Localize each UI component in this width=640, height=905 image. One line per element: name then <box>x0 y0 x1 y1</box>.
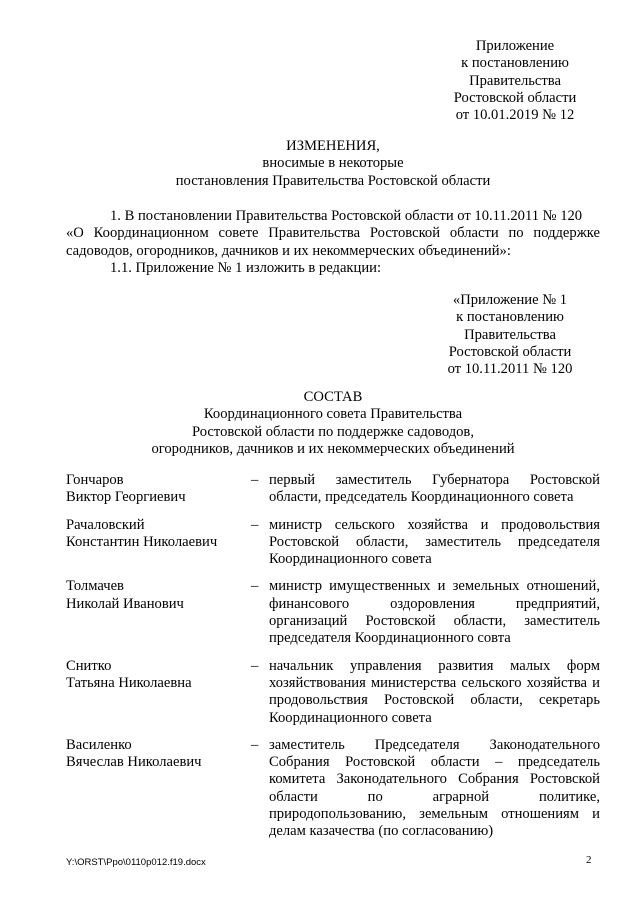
changes-subtitle: вносимые в некоторые <box>262 155 404 172</box>
member-dash: – <box>251 657 259 674</box>
member-dash: – <box>251 736 259 753</box>
member-given-name: Татьяна Николаевна <box>66 674 192 691</box>
new-appendix-line: Правительства <box>464 326 556 343</box>
member-given-name: Константин Николаевич <box>66 533 218 550</box>
member-given-name: Николай Иванович <box>66 595 184 612</box>
member-role: министр имущественных и земельных отношений, финансового оздоровления предприятий, организаций Ростовской области, заместитель председателя Координационного совта <box>269 578 600 647</box>
footer-file-path: Y:\ORST\Ppo\0110p012.f19.docx <box>66 857 206 868</box>
member-surname: Рачаловский <box>66 516 145 533</box>
changes-title: ИЗМЕНЕНИЯ, <box>286 138 380 154</box>
new-appendix-header <box>420 292 600 378</box>
composition-subtitle: Ростовской области по поддержке садоводов, <box>192 423 474 440</box>
member-row <box>66 517 600 569</box>
appendix-line: Правительства <box>469 72 561 89</box>
composition-subtitle: огородников, дачников и их некоммерческих объединений <box>151 440 515 457</box>
appendix-line: к постановлению <box>461 55 569 72</box>
member-surname: Толмачев <box>66 578 124 595</box>
composition-subtitle: Координационного совета Правительства <box>203 406 463 423</box>
member-surname: Василенко <box>66 736 132 753</box>
member-role: начальник управления развития малых форм хозяйствования министерства сельского хозяйства и продовольствия Ростовской области, секретарь Координационного совета <box>269 657 600 726</box>
member-row <box>66 472 600 507</box>
member-dash: – <box>251 516 259 533</box>
member-given-name: Вячеслав Николаевич <box>66 754 202 771</box>
member-row <box>66 578 600 647</box>
appendix-line: Ростовской области <box>453 89 577 106</box>
member-dash: – <box>251 578 259 595</box>
amendment-paragraph-2: 1.1. Приложение № 1 изложить в редакции: <box>110 260 381 276</box>
member-row <box>66 658 600 727</box>
appendix-line: Приложение <box>475 38 555 54</box>
changes-subtitle: постановления Правительства Ростовской области <box>175 172 491 189</box>
member-row <box>66 737 600 841</box>
new-appendix-line: к постановлению <box>456 309 564 326</box>
new-appendix-line: «Приложение № 1 <box>452 292 568 308</box>
member-name <box>66 578 251 613</box>
member-given-name: Виктор Георгиевич <box>66 489 186 506</box>
new-appendix-line: от 10.11.2011 № 120 <box>447 361 573 378</box>
member-role: заместитель Председателя Законодательного Собрания Ростовской области – председатель комитета Законодательного Собрания Ростовской области по аграрной политике, природопользованию, земельным отношениям и делам казачества (по согласованию) <box>269 736 600 840</box>
member-surname: Снитко <box>66 657 112 674</box>
new-appendix-line: Ростовской области <box>448 343 572 360</box>
amendment-first-line: 1. В постановлении Правительства Ростовской области от 10.11.2011 № 120 <box>110 208 583 224</box>
changes-heading <box>66 138 600 190</box>
member-name <box>66 517 251 552</box>
appendix-line: от 10.01.2019 № 12 <box>455 107 575 124</box>
page-number: 2 <box>586 854 592 866</box>
composition-title: СОСТАВ <box>303 389 363 405</box>
member-surname: Гончаров <box>66 472 124 488</box>
composition-heading <box>66 389 600 458</box>
member-name <box>66 472 251 507</box>
amendment-paragraph-1 <box>66 208 600 260</box>
appendix-header <box>420 38 610 124</box>
members-list <box>66 472 600 851</box>
member-dash: – <box>251 472 259 488</box>
amendment-continuation: «О Координационном совете Правительства Ростовской области по поддержке садоводов, огородников, дачников и их некоммерческих объединений»: <box>66 225 600 259</box>
member-name <box>66 658 251 693</box>
member-role: министр сельского хозяйства и продовольствия Ростовской области, заместитель председателя Координационного совета <box>269 516 600 568</box>
member-name <box>66 737 251 772</box>
member-role: первый заместитель Губернатора Ростовской области, председатель Координационного совета <box>269 472 600 506</box>
